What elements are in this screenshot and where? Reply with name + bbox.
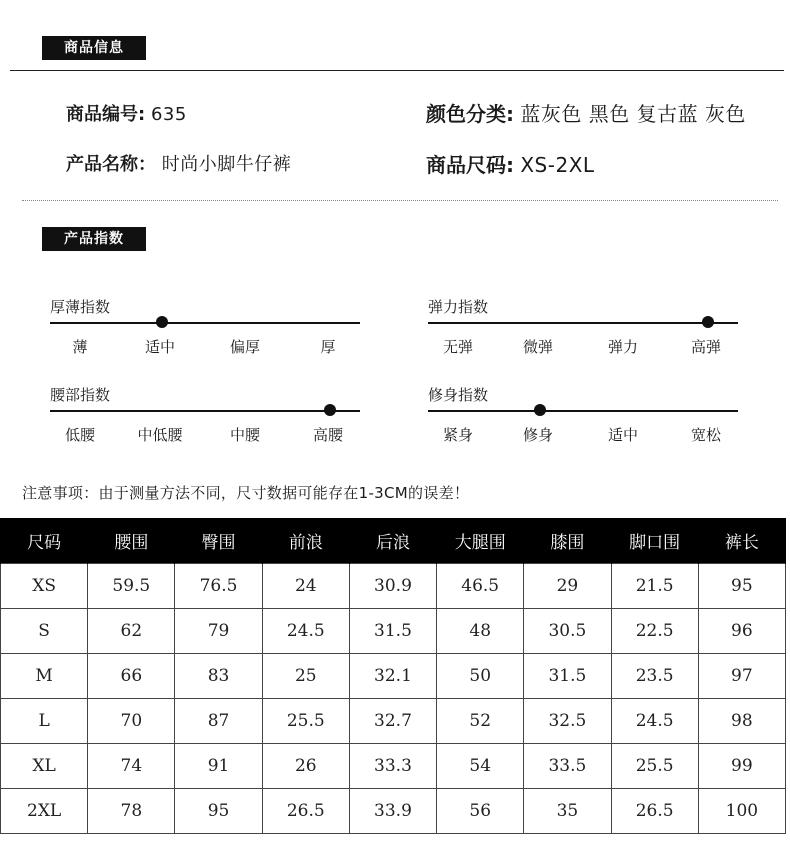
table-cell: 54: [437, 744, 524, 789]
table-cell: 62: [88, 609, 175, 654]
product-size-value: XS-2XL: [520, 153, 595, 177]
table-cell: 48: [437, 609, 524, 654]
table-cell: 32.1: [349, 654, 436, 699]
index-option: 中腰: [229, 426, 260, 444]
table-cell: 31.5: [349, 609, 436, 654]
table-cell: XS: [1, 564, 88, 609]
product-name-label: 产品名称：: [66, 154, 156, 175]
product-sizes: [426, 149, 595, 178]
table-cell: S: [1, 609, 88, 654]
table-cell: 35: [524, 789, 611, 834]
table-cell: 97: [698, 654, 785, 699]
index-option: 偏厚: [229, 338, 260, 356]
product-code-value: 635: [150, 104, 187, 125]
index-marker: [156, 316, 168, 328]
product-colors: [426, 98, 746, 127]
index-title: 弹力指数: [428, 298, 489, 316]
index-track: [50, 322, 360, 324]
index-block: [50, 384, 360, 464]
product-size-label: 商品尺码:: [426, 153, 514, 177]
table-cell: 25.5: [262, 699, 349, 744]
table-cell: 26: [262, 744, 349, 789]
table-cell: 22.5: [611, 609, 698, 654]
index-block: [428, 296, 738, 376]
index-marker: [534, 404, 546, 416]
product-color-label: 颜色分类:: [426, 102, 514, 126]
index-block: [50, 296, 360, 376]
table-cell: 70: [88, 699, 175, 744]
table-cell: XL: [1, 744, 88, 789]
index-option: 薄: [72, 338, 88, 356]
table-cell: 78: [88, 789, 175, 834]
index-option: 微弹: [522, 338, 553, 356]
table-cell: 76.5: [175, 564, 262, 609]
table-cell: 46.5: [437, 564, 524, 609]
table-cell: 26.5: [611, 789, 698, 834]
table-cell: 32.5: [524, 699, 611, 744]
section-tag-product-info: 商品信息: [42, 36, 146, 60]
index-option: 无弹: [442, 338, 473, 356]
index-track: [428, 410, 738, 412]
index-marker: [324, 404, 336, 416]
size-table-header: [1, 518, 786, 564]
table-cell: 95: [698, 564, 785, 609]
product-name: [66, 150, 291, 176]
table-cell: 74: [88, 744, 175, 789]
table-cell: 50: [437, 654, 524, 699]
product-code-label: 商品编号:: [66, 104, 146, 125]
size-table-header-cell: 尺码: [1, 518, 88, 564]
table-cell: 33.5: [524, 744, 611, 789]
size-table-header-cell: 大腿围: [437, 518, 524, 564]
table-cell: 24.5: [611, 699, 698, 744]
index-option: 低腰: [64, 426, 95, 444]
table-cell: 25.5: [611, 744, 698, 789]
index-option: 宽松: [690, 426, 721, 444]
table-cell: 91: [175, 744, 262, 789]
index-block: [428, 384, 738, 464]
index-option: 高腰: [312, 426, 343, 444]
table-cell: 79: [175, 609, 262, 654]
table-row: [1, 609, 786, 654]
size-table-header-cell: 臀围: [175, 518, 262, 564]
table-cell: 99: [698, 744, 785, 789]
table-cell: 33.9: [349, 789, 436, 834]
size-table-header-cell: 腰围: [88, 518, 175, 564]
table-row: [1, 654, 786, 699]
table-cell: 30.5: [524, 609, 611, 654]
index-track: [428, 322, 738, 324]
index-option: 厚: [320, 338, 336, 356]
index-title: 修身指数: [428, 386, 489, 404]
section-tag-product-index: 产品指数: [42, 227, 146, 251]
table-cell: 96: [698, 609, 785, 654]
table-cell: 29: [524, 564, 611, 609]
index-title: 厚薄指数: [50, 298, 111, 316]
index-option: 弹力: [607, 338, 638, 356]
size-table-header-cell: 膝围: [524, 518, 611, 564]
table-cell: 95: [175, 789, 262, 834]
table-cell: 21.5: [611, 564, 698, 609]
index-track: [50, 410, 360, 412]
table-cell: 2XL: [1, 789, 88, 834]
index-marker: [702, 316, 714, 328]
table-cell: 32.7: [349, 699, 436, 744]
table-cell: 33.3: [349, 744, 436, 789]
table-row: [1, 744, 786, 789]
section-divider: [10, 70, 784, 71]
size-table-header-cell: 前浪: [262, 518, 349, 564]
index-option: 紧身: [442, 426, 473, 444]
index-option: 高弹: [690, 338, 721, 356]
table-row: [1, 564, 786, 609]
table-cell: 31.5: [524, 654, 611, 699]
table-cell: 66: [88, 654, 175, 699]
table-cell: 87: [175, 699, 262, 744]
index-option: 适中: [607, 426, 638, 444]
dotted-divider: [22, 200, 778, 201]
table-cell: 98: [698, 699, 785, 744]
size-table-header-cell: 后浪: [349, 518, 436, 564]
product-name-value: 时尚小脚牛仔裤: [161, 154, 292, 175]
table-cell: 24.5: [262, 609, 349, 654]
table-cell: 52: [437, 699, 524, 744]
index-option: 修身: [522, 426, 553, 444]
table-cell: 100: [698, 789, 785, 834]
table-row: [1, 699, 786, 744]
table-cell: 23.5: [611, 654, 698, 699]
index-option: 中低腰: [137, 426, 183, 444]
size-table: [0, 518, 786, 834]
table-cell: L: [1, 699, 88, 744]
table-cell: 30.9: [349, 564, 436, 609]
table-cell: 25: [262, 654, 349, 699]
table-cell: 83: [175, 654, 262, 699]
table-cell: M: [1, 654, 88, 699]
size-table-header-cell: 裤长: [698, 518, 785, 564]
size-table-header-cell: 脚口围: [611, 518, 698, 564]
index-option: 适中: [144, 338, 175, 356]
table-cell: 56: [437, 789, 524, 834]
table-cell: 26.5: [262, 789, 349, 834]
table-cell: 59.5: [88, 564, 175, 609]
table-row: [1, 789, 786, 834]
product-color-value: 蓝灰色 黑色 复古蓝 灰色: [520, 102, 746, 126]
product-code: [66, 100, 187, 126]
index-title: 腰部指数: [50, 386, 111, 404]
table-cell: 24: [262, 564, 349, 609]
measurement-note: 注意事项：由于测量方法不同，尺寸数据可能存在1-3CM的误差！: [22, 484, 470, 502]
